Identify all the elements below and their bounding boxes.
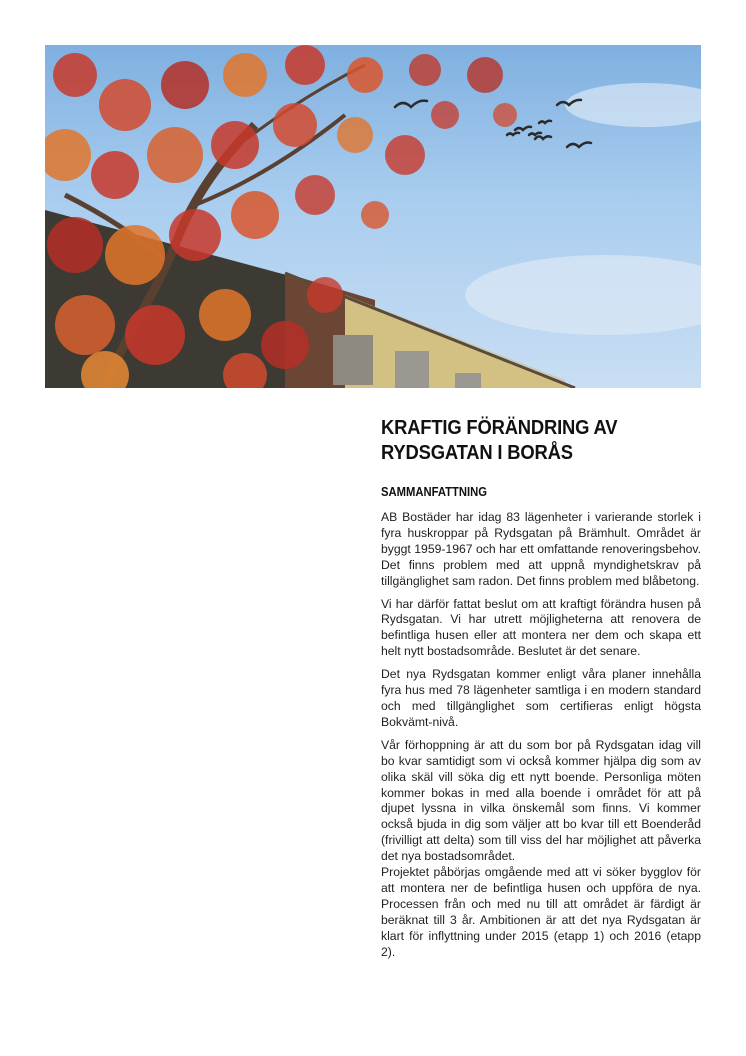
article	[381, 416, 701, 967]
birds	[395, 100, 591, 147]
paragraph: Vår förhoppning är att du som bor på Rydsgatan idag vill bo kvar samtidigt som vi också kommer hjälpa dig som av olika skäl vill söka dig ett nytt boende. Personliga möten kommer bokas in med alla boende i området för att på djupet lyssna in vilka önskemål som finns. Vi kommer också bjuda in dig som väljer att bo kvar till ett Boenderåd (frivilligt att delta) som till viss del har möjlighet att påverka det nya bostadsområdet.	[381, 737, 701, 864]
paragraph: Vi har därför fattat beslut om att kraftigt förändra husen på Rydsgatan. Vi har utrett möjligheterna att renovera de befintliga husen eller att montera ner dem och skapa ett helt nytt bostadsområde. Beslutet är det senare.	[381, 596, 701, 659]
paragraph: Det nya Rydsgatan kommer enligt våra planer innehålla fyra hus med 78 lägenheter samtliga i en modern standard och med tillgänglighet som certifieras enligt högsta Bokvämt-nivå.	[381, 667, 701, 729]
article-title: KRAFTIG FÖRÄNDRING AV RYDSGATAN I BORÅS	[381, 417, 618, 464]
paragraph: Projektet påbörjas omgående med att vi söker bygglov för att montera ner de befintliga husen och uppföra de nya. Processen från och med nu till att området är färdigt är beräknat till 3 år. Ambitionen är att det nya Rydsgatan är klart för inflyttning under 2015 (etapp 1) och 2016 (etapp 2).	[381, 865, 701, 959]
hero-photo	[45, 45, 701, 388]
paragraph: AB Bostäder har idag 83 lägenheter i varierande storlek i fyra huskroppar på Rydsgatan på Brämhult. Området är byggt 1959-1967 och har ett omfattande renoveringsbehov. Det finns problem med att uppnå myndighetskrav på tillgänglighet sam radon. Det finns problem med blåbetong.	[381, 510, 701, 588]
hero-photo-illustration	[45, 45, 701, 388]
section-heading: SAMMANFATTNING	[381, 485, 488, 499]
